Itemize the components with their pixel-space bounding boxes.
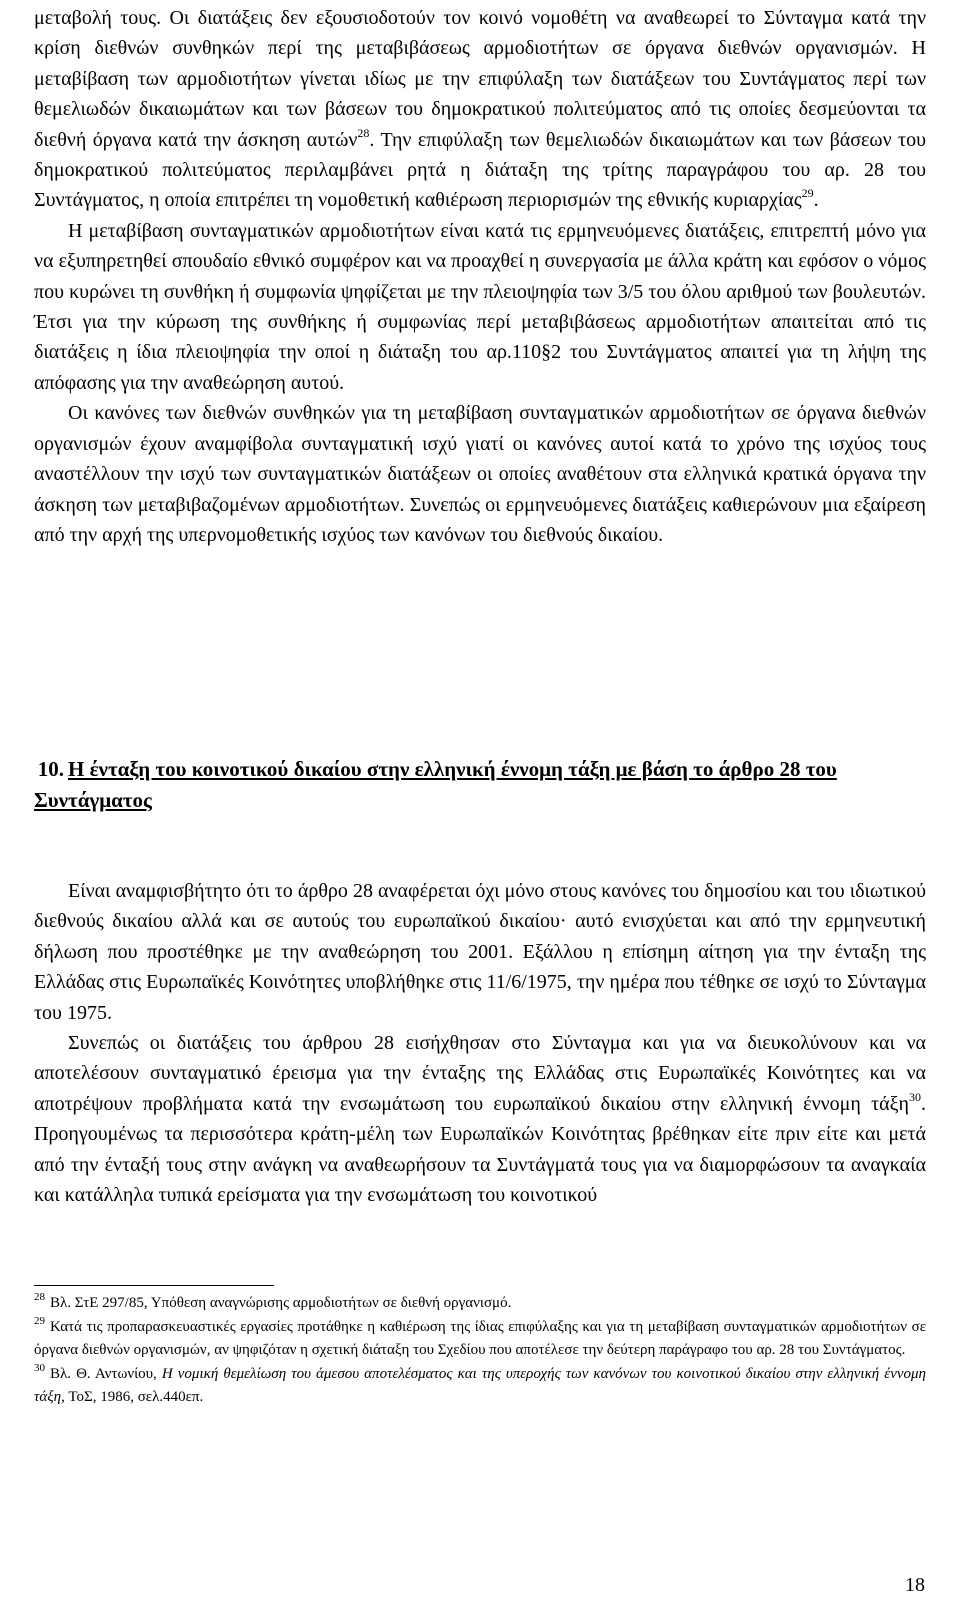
paragraph [34, 1028, 926, 1210]
paragraph-text: . Προηγουμένως τα περισσότερα κράτη-μέλη των Ευρωπαϊκών Κοινότητας βρέθηκαν είτε πριν είτε και μετά από την ένταξή τους στην ανάγκη να αναθεωρήσουν τα Συντάγματά τους για να διαμορφώσουν τα αναγκαία και κατάλληλα τυπικά ερείσματα για την ενσωμάτωση του κοινοτικού [34, 1092, 926, 1207]
page-number: 18 [905, 1574, 925, 1596]
footnote-text: Κατά τις προπαρασκευαστικές εργασίες προτάθηκε η καθιέρωση της ίδιας επιφύλαξης και για τη μεταβίβαση συνταγματικών αρμοδιοτήτων σε όργανα διεθνών οργανισμών, αν ψηφιζόταν η σχετική διάταξη του Σχεδίου που αποτέλεσε την δεύτερη παράγραφο του αρ. 28 του Συντάγματος. [34, 1318, 926, 1358]
footnotes [34, 1292, 926, 1410]
footnote-ref-30[interactable]: 30 [909, 1089, 921, 1104]
footnote-author: Βλ. Θ. Αντωνίου, [50, 1365, 162, 1382]
paragraph-text: Συνεπώς οι διατάξεις του άρθρου 28 εισήχθησαν στο Σύνταγμα και για να διευκολύνουν και να αποτελέσουν συνταγματικό έρεισμα για την ένταξης της Ελλάδας στις Ευρωπαϊκές Κοινότητες και να αποτρέψουν προβλήματα κατά την ενσωμάτωση του ευρωπαϊκού δικαίου στην ελληνική έννομη τάξη [34, 1032, 926, 1115]
footnote-29 [34, 1316, 926, 1363]
footnote-ref-29[interactable]: 29 [801, 186, 814, 201]
paragraph: Η μεταβίβαση συνταγματικών αρμοδιοτήτων είναι κατά τις ερμηνευόμενες διατάξεις, επιτρεπτή μόνο για να εξυπηρετηθεί σπουδαίο εθνικό συμφέρον και να προαχθεί η συνεργασία με άλλα κράτη και εφόσον ο νόμος που κυρώνει τη συνθήκη ή συμφωνία ψηφίζεται με την πλειοψηφία των 3/5 του όλου αριθμού των βουλευτών. Έτσι για την κύρωση της συνθήκης ή συμφωνίας περί μεταβιβάσεως αρμοδιοτήτων απαιτείται από τις διατάξεις η ίδια πλειοψηφία την οποί η διάταξη του αρ.110§2 του Συντάγματος απαιτεί για τη λήψη της απόφασης για την αναθεώρηση αυτού. [34, 219, 926, 394]
footnote-separator [34, 1285, 274, 1286]
paragraph-text: μεταβολή τους. Οι διατάξεις δεν εξουσιοδοτούν τον κοινό νομοθέτη να αναθεωρεί το Σύνταγμα κατά την κρίση διεθνών συνθηκών περί της μεταβιβάσεως αρμοδιοτήτων σε όργανα διεθνών οργανισμών. Η μεταβίβαση των αρμοδιοτήτων γίνεται ιδίως με την επιφύλαξη των διατάξεων του Συντάγματος περί των θεμελιωδών δικαιωμάτων και των βάσεων του δημοκρατικού πολιτεύματος από τις οποίες δεσμεύονται τα διεθνή όργανα κατά την άσκηση αυτών [34, 7, 926, 151]
paragraph: Είναι αναμφισβήτητο ότι το άρθρο 28 αναφέρεται όχι μόνο στους κανόνες του δημοσίου και του ιδιωτικού διεθνούς δικαίου αλλά και σε αυτούς του ευρωπαϊκού δικαίου· αυτό ενισχύεται και από την ερμηνευτική δήλωση που προστέθηκε με την αναθεώρηση του 2001. Εξάλλου η επίσημη αίτηση για την ένταξη της Ελλάδας στις Ευρωπαϊκές Κοινότητες υποβλήθηκε στις 11/6/1975, την ημέρα που τέθηκε σε ισχύ το Σύνταγμα του 1975. [34, 880, 926, 1024]
footnote-title: Η νομική θεμελίωση του άμεσου αποτελέσματος και της υπεροχής των κανόνων του κοινοτικού δικαίου στην ελληνική έννομη τάξη, [34, 1365, 926, 1405]
paragraph: Οι κανόνες των διεθνών συνθηκών για τη μεταβίβαση συνταγματικών αρμοδιοτήτων σε όργανα διεθνών οργανισμών έχουν αναμφίβολα συνταγματική ισχύ γιατί οι κανόνες αυτοί κατά το χρόνο της ισχύος τους αναστέλλουν την ισχύ των συνταγματικών διατάξεων οι οποίες αναθέτουν στα ελληνικά κρατικά όργανα την άσκηση των μεταβιβαζομένων αρμοδιοτήτων. Συνεπώς οι ερμηνευόμενες διατάξεις καθιερώνουν μια εξαίρεση από την αρχή της υπερνομοθετικής ισχύος των κανόνων του διεθνούς δικαίου. [34, 402, 926, 546]
footnote-source: ΤοΣ, 1986, σελ.440επ. [64, 1389, 204, 1405]
section-one [34, 3, 926, 550]
footnote-number: 30 [34, 1361, 45, 1374]
section-heading [34, 754, 926, 816]
paragraph-text: . [813, 189, 819, 212]
footnote-number: 29 [34, 1314, 45, 1327]
footnote-text: Βλ. ΣτΕ 297/85, Υπόθεση αναγνώρισης αρμοδιοτήτων σε διεθνή οργανισμό. [50, 1295, 512, 1311]
footnote-28 [34, 1292, 926, 1316]
section-number: 10. [37, 757, 64, 781]
footnote-number: 28 [34, 1291, 45, 1303]
section-two [34, 876, 926, 1210]
paragraph-text: . Την επιφύλαξη των θεμελιωδών δικαιωμάτων και των βάσεων του δημοκρατικού πολιτεύματος περιλαμβάνει ρητά η διάταξη της τρίτης παραγράφου του αρ. 28 του Συντάγματος, η οποία επιτρέπει τη νομοθετική καθιέρωση περιορισμών της εθνικής κυριαρχίας [34, 128, 926, 212]
footnote-ref-28[interactable]: 28 [357, 125, 370, 140]
section-title: Η ένταξη του κοινοτικού δικαίου στην ελληνική έννομη τάξη με βάση το άρθρο 28 του Συντάγματος [34, 757, 837, 812]
paragraph-continuation [34, 3, 926, 216]
footnote-30 [34, 1363, 926, 1410]
